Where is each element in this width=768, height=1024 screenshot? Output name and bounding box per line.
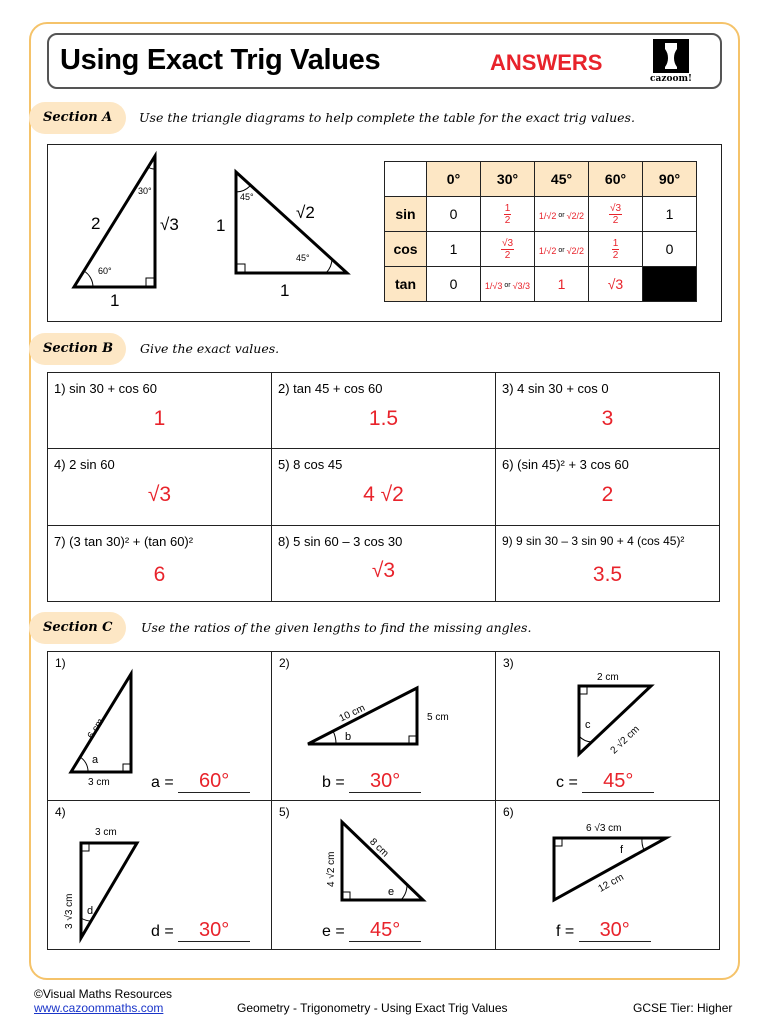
header-cell: 90° — [643, 162, 697, 197]
side-label: 8 cm — [367, 836, 391, 860]
header-cell: 0° — [427, 162, 481, 197]
table-header-row — [385, 162, 697, 197]
section-a-pill: Section A — [29, 102, 126, 134]
value-cell: 0 — [427, 267, 481, 302]
answer-value: 30° — [579, 919, 651, 942]
value-cell: 0 — [643, 232, 697, 267]
question-text: 3) 4 sin 30 + cos 0 — [502, 381, 609, 396]
question-cell — [272, 449, 496, 526]
problem-number: 5) — [279, 805, 290, 819]
problem-number: 6) — [503, 805, 514, 819]
value-cell: 1 — [535, 267, 589, 302]
triangle-diagrams — [60, 150, 360, 315]
value-cell: $\frac{1}{2}$ — [481, 197, 535, 232]
tri2-angle-right: 45° — [296, 253, 310, 263]
tri2-hyp: √2 — [296, 203, 315, 222]
footer-tier: GCSE Tier: Higher — [633, 1001, 733, 1015]
table-row-sin — [385, 197, 697, 232]
tri1-angle-bottom: 60° — [98, 266, 112, 276]
answer-text: 2 — [601, 483, 614, 506]
triangle-30-60-90 — [74, 156, 179, 310]
angle-label: a — [92, 754, 99, 766]
problem-cell — [272, 652, 496, 801]
header-cell: 45° — [535, 162, 589, 197]
angle-label: b — [345, 731, 352, 743]
question-text: 2) tan 45 + cos 60 — [278, 381, 383, 396]
problem-number: 3) — [503, 656, 514, 670]
value-cell: 1/√2 or √2/2 — [535, 197, 589, 232]
value-cell: 1 — [427, 232, 481, 267]
footer-topic: Geometry - Trigonometry - Using Exact Trig Values — [237, 1001, 508, 1015]
angle-label: c — [585, 719, 591, 731]
question-cell — [272, 526, 496, 602]
header-cell: 60° — [589, 162, 643, 197]
answer-line: d = 30° — [151, 919, 250, 942]
row-label: cos — [385, 232, 427, 267]
side-label: 4 √2 cm — [326, 851, 337, 887]
section-c-instruction: Use the ratios of the given lengths to find the missing angles. — [141, 620, 532, 635]
answers-label: ANSWERS — [490, 50, 603, 75]
question-cell — [496, 526, 720, 602]
question-cell — [48, 526, 272, 602]
problem-number: 4) — [55, 805, 66, 819]
side-label: 3 cm — [88, 777, 110, 788]
section-c-pill: Section C — [29, 612, 126, 644]
answer-value: 30° — [349, 770, 421, 793]
answer-text: 3 — [601, 407, 614, 430]
answer-value: 60° — [178, 770, 250, 793]
row-label: sin — [385, 197, 427, 232]
value-cell: $\frac{√3}{2}$ — [481, 232, 535, 267]
answer-value: 45° — [582, 770, 654, 793]
side-label: 6 cm — [85, 716, 107, 742]
answer-line: e = 45° — [322, 919, 421, 942]
answer-text: 1.5 — [368, 407, 399, 430]
angle-label: e — [388, 886, 395, 898]
answer-line: b = 30° — [322, 770, 421, 793]
value-cell: 0 — [427, 197, 481, 232]
section-c-grid — [47, 651, 720, 950]
side-label: 6 √3 cm — [586, 823, 622, 834]
section-b-pill: Section B — [29, 333, 126, 365]
tri1-angle-top: 30° — [138, 186, 152, 196]
problem-number: 2) — [279, 656, 290, 670]
table-row-tan — [385, 267, 697, 302]
answer-line: a = 60° — [151, 770, 250, 793]
table-corner — [385, 162, 427, 197]
website-link[interactable]: www.cazoommaths.com — [34, 1001, 164, 1015]
side-label: 3 cm — [95, 827, 117, 838]
answer-line: c = 45° — [556, 770, 654, 793]
answer-line: f = 30° — [556, 919, 651, 942]
question-cell — [496, 449, 720, 526]
tri1-opp: √3 — [160, 215, 179, 234]
problem-cell — [272, 801, 496, 950]
tri2-side-left: 1 — [216, 216, 226, 235]
value-cell: 1 — [643, 197, 697, 232]
problem-cell — [48, 801, 272, 950]
side-label: 2 √2 cm — [608, 723, 642, 757]
side-label: 12 cm — [596, 871, 626, 895]
answer-text: 6 — [153, 563, 166, 586]
side-label: 3 √3 cm — [64, 893, 75, 929]
value-cell: $\frac{1}{2}$ — [589, 232, 643, 267]
tri2-angle-top: 45° — [240, 192, 254, 202]
value-cell: 1/√3 or √3/3 — [481, 267, 535, 302]
answer-text: √3 — [371, 559, 396, 582]
question-text: 6) (sin 45)² + 3 cos 60 — [502, 457, 629, 472]
question-cell — [48, 373, 272, 449]
blacked-out-cell — [643, 267, 697, 302]
tri1-adj: 1 — [110, 291, 120, 310]
question-text: 7) (3 tan 30)² + (tan 60)² — [54, 534, 194, 549]
side-label: 5 cm — [427, 712, 449, 723]
question-text: 1) sin 30 + cos 60 — [54, 381, 157, 396]
section-b-instruction: Give the exact values. — [140, 341, 280, 356]
logo-text: cazoom! — [650, 74, 692, 84]
answer-text: 1 — [153, 407, 166, 430]
triangle-45-45-90 — [216, 172, 347, 300]
question-cell — [272, 373, 496, 449]
value-cell: $\frac{√3}{2}$ — [589, 197, 643, 232]
tri1-hyp: 2 — [91, 214, 101, 233]
question-text: 9) 9 sin 30 – 3 sin 90 + 4 (cos 45)² — [502, 534, 685, 548]
answer-value: 45° — [349, 919, 421, 942]
section-a-instruction: Use the triangle diagrams to help complete the table for the exact trig values. — [139, 110, 635, 125]
problem-cell — [496, 652, 720, 801]
header-cell: 30° — [481, 162, 535, 197]
trig-values-table — [384, 161, 697, 302]
side-label: 2 cm — [597, 672, 619, 683]
question-cell — [48, 449, 272, 526]
answer-text: 4 √2 — [363, 483, 404, 506]
answer-text: √3 — [147, 483, 172, 506]
copyright-text: ©Visual Maths Resources — [34, 987, 173, 1001]
question-text: 5) 8 cos 45 — [278, 457, 343, 472]
problem-cell — [496, 801, 720, 950]
side-label: 10 cm — [337, 702, 367, 725]
question-text: 8) 5 sin 60 – 3 cos 30 — [278, 534, 403, 549]
value-cell: 1/√2 or √2/2 — [535, 232, 589, 267]
tri2-side-bottom: 1 — [280, 281, 290, 300]
question-cell — [496, 373, 720, 449]
answer-value: 30° — [178, 919, 250, 942]
problem-cell — [48, 652, 272, 801]
value-cell: √3 — [589, 267, 643, 302]
answer-text: 3.5 — [592, 563, 623, 586]
section-b-grid — [47, 372, 720, 602]
page-title: Using Exact Trig Values — [60, 44, 381, 76]
problem-number: 1) — [55, 656, 66, 670]
table-row-cos — [385, 232, 697, 267]
question-text: 4) 2 sin 60 — [54, 457, 115, 472]
footer-copyright — [34, 987, 172, 1015]
angle-label: f — [620, 844, 624, 856]
row-label: tan — [385, 267, 427, 302]
angle-label: d — [87, 905, 94, 917]
